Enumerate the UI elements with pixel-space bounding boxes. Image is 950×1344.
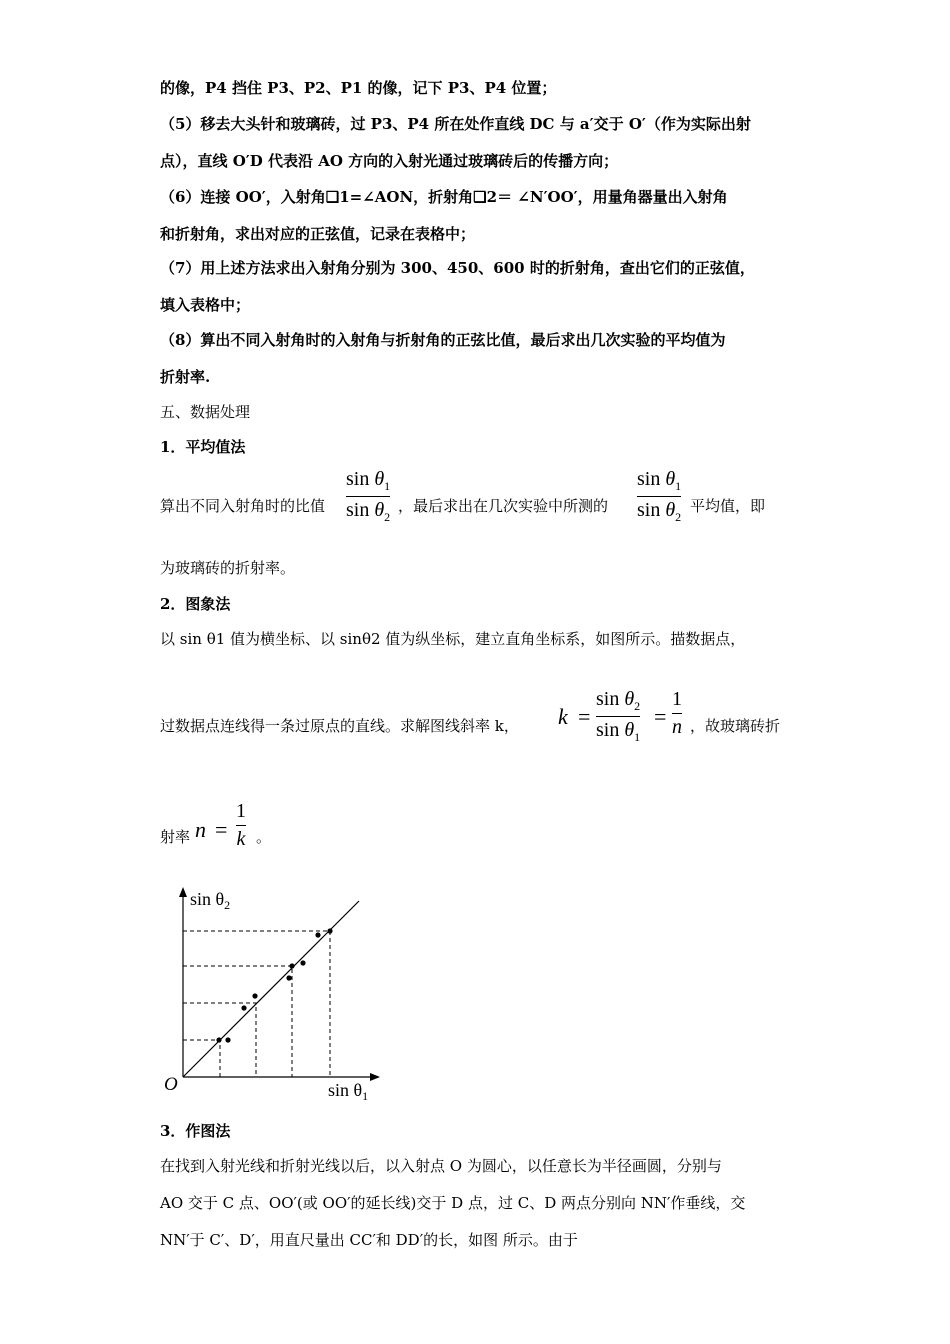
method-2-text-c: ，故玻璃砖折 [690, 717, 781, 735]
step-7-line-2: 填入表格中； [160, 296, 251, 314]
origin-label: O [164, 1074, 178, 1095]
step-8-line-1: （8）算出不同入射角时的入射角与折射角的正弦比值，最后求出几次实验的平均值为 [160, 331, 726, 349]
slope-equals-1: = [578, 704, 591, 729]
method-1-text-b: ，最后求出在几次实验中所测的 [398, 497, 609, 515]
inverse-n-fraction: 1 n [672, 688, 682, 738]
step-7-line-1: （7）用上述方法求出入射角分别为 300、450、600 时的折射角，查出它们的正弦值， [160, 259, 755, 277]
ratio-fraction-1: $\sin \theta_1$ $\sin \theta_2$ [346, 468, 391, 524]
step-6-line-2: 和折射角，求出对应的正弦值，记录在表格中； [160, 225, 476, 243]
method-1-text-d: 为玻璃砖的折射率。 [160, 559, 296, 577]
x-axis-label: $\sin \theta_1$ [328, 1080, 369, 1103]
method-2-text-b: 过数据点连线得一条过原点的直线。求解图线斜率 k， [160, 717, 519, 735]
y-axis-label: $\sin \theta_2$ [190, 889, 231, 912]
method-3-text-c: NN′于 C′、D′，用直尺量出 CC′和 DD′的长，如图 所示。由于 [160, 1231, 578, 1249]
method-2-text-e: 。 [256, 828, 272, 846]
fit-line [183, 901, 359, 1077]
step-5-line-1: （5）移去大头针和玻璃砖，过 P3、P4 所在处作直线 DC 与 a′交于 O′（作为实际出射 [160, 115, 751, 133]
slope-k-symbol: k [558, 704, 568, 729]
index-n-symbol: n [195, 817, 206, 842]
method-1-text-a: 算出不同入射角时的比值 [160, 497, 326, 515]
method-2-text-a: 以 sin θ1 值为横坐标、以 sinθ2 值为纵坐标，建立直角坐标系，如图所示。描数据点， [160, 630, 746, 648]
step-8-line-2: 折射率. [160, 368, 211, 386]
x-axis-arrow [370, 1073, 380, 1081]
slope-fraction: $\sin \theta_2$ $\sin \theta_1$ [596, 688, 641, 744]
method-3-title: 3．作图法 [160, 1122, 231, 1140]
method-1-text-c: 平均值，即 [690, 497, 766, 515]
ratio-fraction-2: $\sin \theta_1$ $\sin \theta_2$ [637, 468, 682, 524]
method-3-text-a: 在找到入射光线和折射光线以后，以入射点 O 为圆心，以任意长为半径画圆，分别与 [160, 1157, 722, 1175]
step-6-line-1: （6）连接 OO′，入射角❑1=∠AON，折射角❑2＝ ∠N′OO′，用量角器量出入射角 [160, 188, 728, 206]
method-2-text-d: 射率 [160, 828, 191, 846]
inverse-k-fraction: 1 k [236, 800, 246, 850]
slope-equals-2: = [654, 704, 667, 729]
method-2-title: 2．图象法 [160, 595, 231, 613]
sin-graph [150, 883, 390, 1108]
section-heading-data-processing: 五、数据处理 [160, 403, 251, 421]
step-4-continued: 的像，P4 挡住 P3、P2、P1 的像，记下 P3、P4 位置； [160, 79, 557, 97]
step-5-line-2: 点），直线 O′D 代表沿 AO 方向的入射光通过玻璃砖后的传播方向； [160, 152, 619, 170]
index-equals: = [215, 817, 228, 842]
method-3-text-b: AO 交于 C 点、OO′(或 OO′的延长线)交于 D 点，过 C、D 两点分别向 NN′作垂线，交 [160, 1194, 746, 1212]
y-axis-arrow [179, 887, 187, 897]
method-1-title: 1．平均值法 [160, 438, 246, 456]
